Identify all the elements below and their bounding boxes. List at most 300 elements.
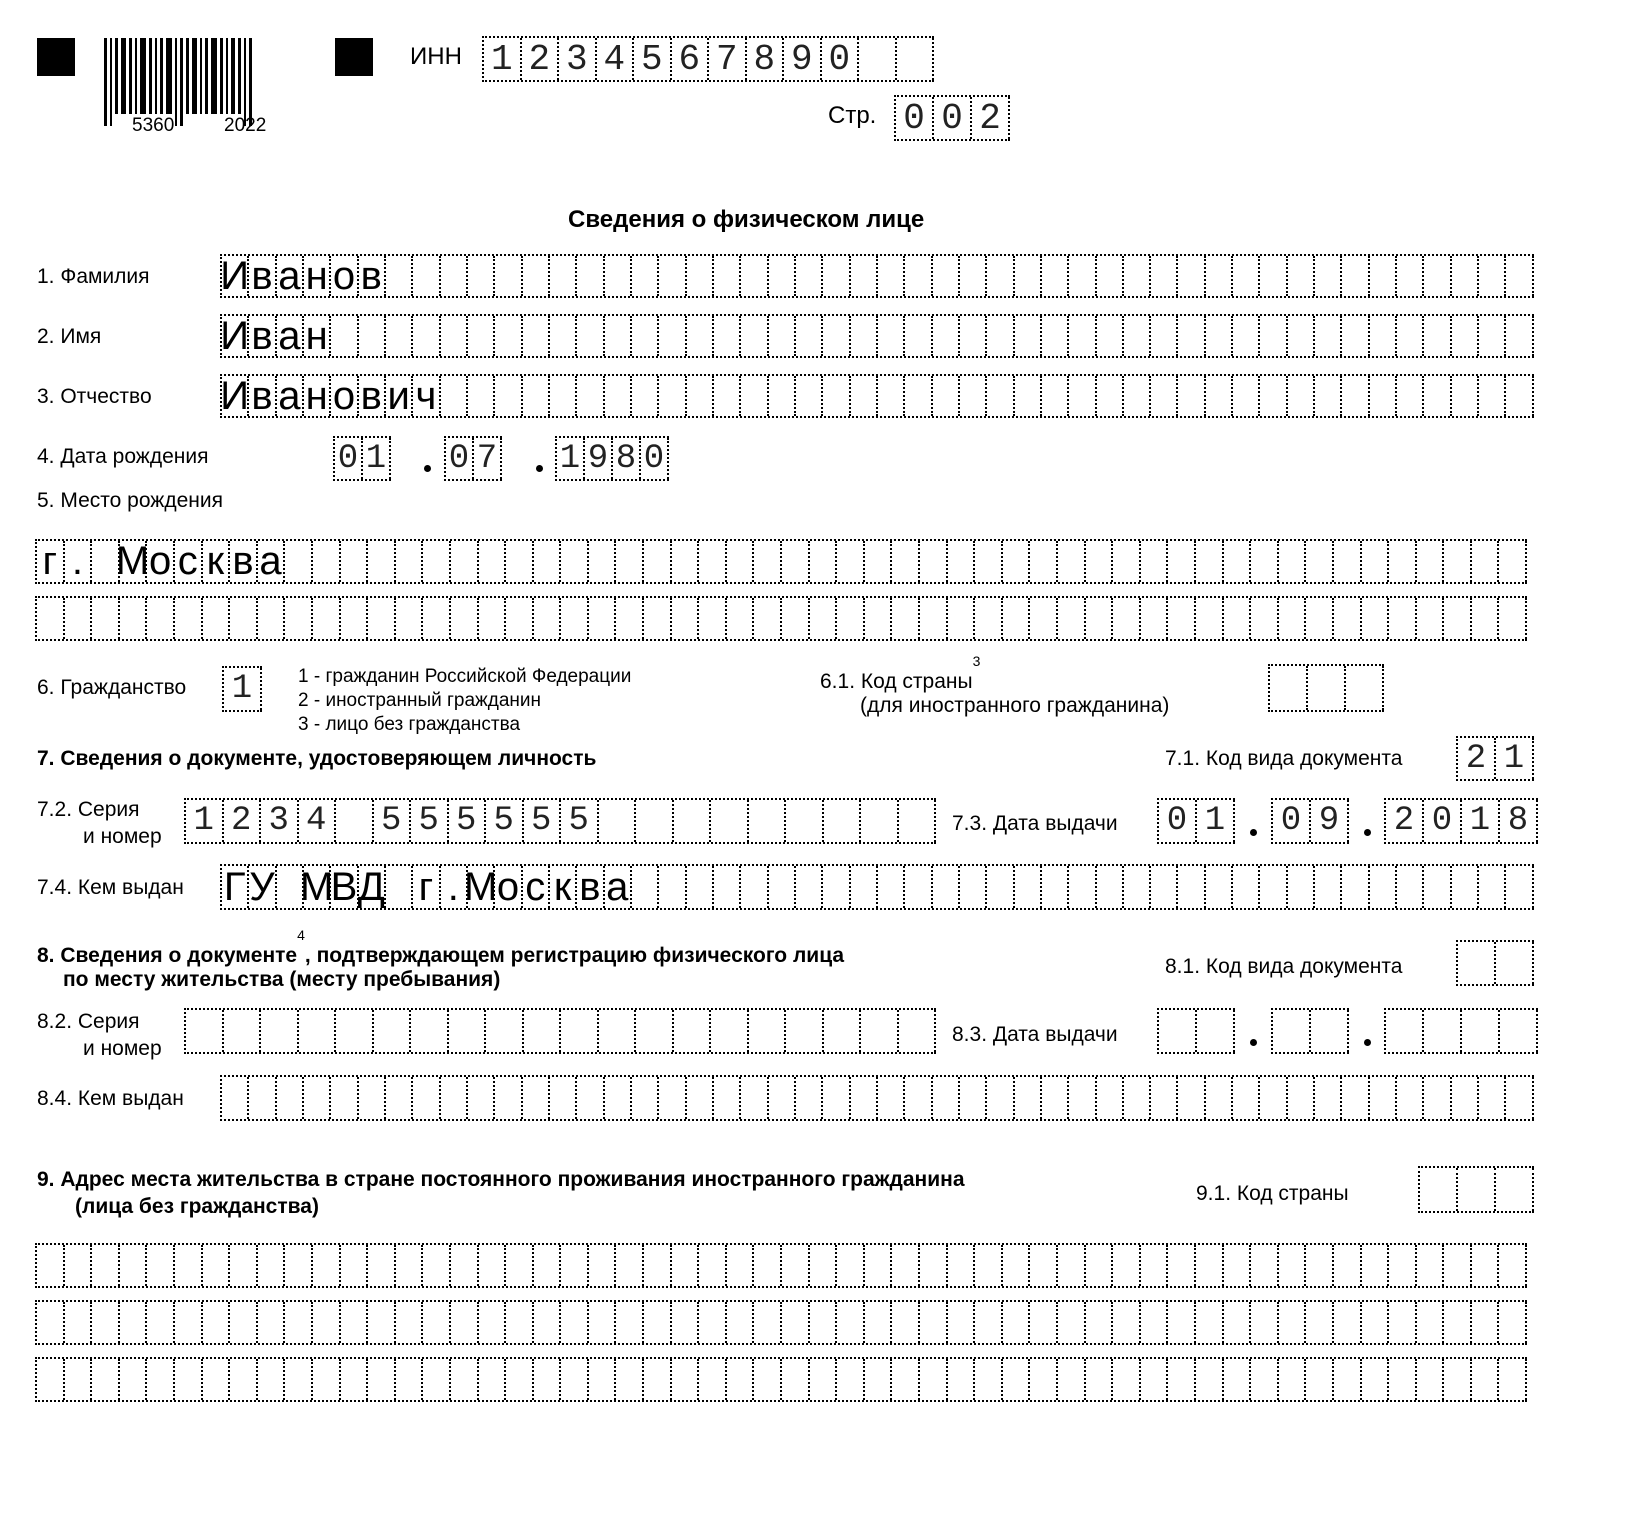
barcode (104, 38, 255, 118)
char-cell (782, 1245, 810, 1286)
char-cell (865, 1359, 893, 1400)
char-cell (230, 1245, 258, 1286)
char-cell (1452, 316, 1479, 356)
char-cell (796, 376, 823, 416)
char-cell (1151, 316, 1178, 356)
char-cell (769, 316, 796, 356)
char-cell (644, 1302, 672, 1343)
char-cell (331, 316, 358, 356)
char-cell (1424, 376, 1451, 416)
char-cell (1496, 942, 1534, 984)
char-cell (561, 541, 589, 582)
char-cell: с (175, 541, 203, 582)
char-cell (1346, 666, 1384, 710)
char-cell (1500, 1010, 1538, 1052)
char-cell (699, 1302, 727, 1343)
char-cell (1397, 866, 1424, 908)
char-cell (313, 1359, 341, 1400)
char-cell: . (65, 541, 93, 582)
char-cell (1472, 1359, 1500, 1400)
char-cell: о (331, 256, 358, 296)
name-field[interactable] (220, 314, 1534, 358)
date-separator-dot (1250, 1039, 1257, 1046)
char-cell (203, 1359, 231, 1400)
char-cell (865, 1302, 893, 1343)
char-cell: 0 (896, 97, 934, 139)
char-cell: 9 (1311, 800, 1349, 842)
char-cell (413, 1077, 440, 1119)
country-code-field[interactable] (1268, 664, 1384, 712)
char-cell (1151, 376, 1178, 416)
char-cell (837, 1245, 865, 1286)
char-cell (933, 376, 960, 416)
citizenship-option-2: 2 - иностранный гражданин (298, 690, 542, 711)
birth-day-field[interactable] (333, 436, 391, 481)
char-cell (1042, 256, 1069, 296)
char-cell (534, 1359, 562, 1400)
char-cell (341, 1359, 369, 1400)
char-cell (1424, 256, 1451, 296)
char-cell (451, 1359, 479, 1400)
char-cell (550, 376, 577, 416)
char-cell (1389, 1359, 1417, 1400)
char-cell (899, 800, 937, 842)
char-cell (644, 1359, 672, 1400)
char-cell (1224, 598, 1252, 639)
char-cell (920, 1245, 948, 1286)
char-cell: 2 (972, 97, 1010, 139)
char-cell (1196, 1245, 1224, 1286)
char-cell (1288, 866, 1315, 908)
issued-by-field[interactable] (220, 864, 1534, 910)
char-cell: 1 (363, 438, 391, 479)
char-cell (644, 1245, 672, 1286)
barcode-bar (121, 38, 126, 114)
barcode-bar (180, 38, 183, 126)
char-cell (632, 866, 659, 908)
barcode-bar (226, 38, 228, 114)
char-cell (605, 1077, 632, 1119)
char-cell: г (413, 866, 440, 908)
char-cell (616, 1359, 644, 1400)
char-cell: 6 (672, 38, 710, 80)
char-cell (687, 376, 714, 416)
char-cell: У (249, 864, 275, 909)
char-cell (987, 1077, 1014, 1119)
char-cell: 9 (784, 38, 822, 80)
char-cell: 8 (1500, 800, 1538, 842)
char-cell (1462, 1010, 1500, 1052)
char-cell (1058, 541, 1086, 582)
char-cell (1362, 1302, 1390, 1343)
char-cell (1168, 541, 1196, 582)
char-cell (1097, 376, 1124, 416)
char-cell (1424, 1077, 1451, 1119)
char-cell (687, 1077, 714, 1119)
char-cell (865, 1245, 893, 1286)
char-cell (659, 256, 686, 296)
char-cell (616, 1245, 644, 1286)
char-cell (1506, 316, 1533, 356)
char-cell: в (230, 541, 258, 582)
char-cell (1479, 866, 1506, 908)
barcode-bar (110, 38, 112, 126)
char-cell (892, 541, 920, 582)
char-cell (203, 1245, 231, 1286)
char-cell (175, 1359, 203, 1400)
char-cell (1311, 1010, 1349, 1052)
char-cell (506, 1359, 534, 1400)
foreign-country-code-field[interactable] (1418, 1166, 1534, 1213)
char-cell (672, 598, 700, 639)
char-cell (1233, 256, 1260, 296)
char-cell (468, 316, 495, 356)
doc-code-field[interactable] (1456, 736, 1534, 781)
reg-doc-code-label: 8.1. Код вида документа (1165, 955, 1403, 978)
char-cell (1370, 376, 1397, 416)
birth-year-field[interactable] (555, 436, 669, 481)
char-cell (1058, 1302, 1086, 1343)
barcode-number-1: 5360 (132, 115, 175, 136)
char-cell (727, 1302, 755, 1343)
char-cell (659, 1077, 686, 1119)
char-cell (413, 256, 440, 296)
char-cell (632, 376, 659, 416)
char-cell (1420, 1168, 1458, 1211)
char-cell: . (441, 866, 468, 908)
char-cell (230, 1359, 258, 1400)
char-cell (479, 1359, 507, 1400)
char-cell (659, 866, 686, 908)
char-cell (1397, 316, 1424, 356)
char-cell (304, 1077, 331, 1119)
issue-year-field[interactable] (1384, 798, 1538, 844)
char-cell (1113, 541, 1141, 582)
reg-series-label-2: и номер (83, 1037, 162, 1060)
char-cell (824, 1010, 862, 1052)
patronymic-field[interactable] (220, 374, 1534, 418)
char-cell (892, 1245, 920, 1286)
char-cell (796, 256, 823, 296)
char-cell (1315, 1077, 1342, 1119)
char-cell (1069, 316, 1096, 356)
char-cell (810, 598, 838, 639)
char-cell (1308, 666, 1346, 710)
char-cell (1196, 1359, 1224, 1400)
series-label: 7.2. Серия (37, 798, 140, 821)
char-cell (336, 800, 374, 842)
char-cell (1097, 256, 1124, 296)
char-cell: а (258, 541, 286, 582)
char-cell: 3 (559, 38, 597, 80)
char-cell: 3 (261, 800, 299, 842)
char-cell (632, 1077, 659, 1119)
char-cell (810, 1245, 838, 1286)
char-cell (714, 866, 741, 908)
char-cell (727, 541, 755, 582)
char-cell (769, 1077, 796, 1119)
char-cell (1479, 1077, 1506, 1119)
char-cell (754, 598, 782, 639)
birth-place-field-line-2[interactable] (35, 596, 1527, 641)
char-cell (1444, 1245, 1472, 1286)
char-cell (714, 1077, 741, 1119)
char-cell: о (147, 541, 175, 582)
char-cell: 1 (1462, 800, 1500, 842)
issue-day-field[interactable] (1157, 798, 1235, 844)
char-cell: 5 (411, 800, 449, 842)
char-cell (423, 541, 451, 582)
char-cell (1389, 541, 1417, 582)
char-cell (1124, 316, 1151, 356)
char-cell (313, 598, 341, 639)
char-cell (413, 316, 440, 356)
char-cell (1003, 1302, 1031, 1343)
char-cell: в (249, 376, 276, 416)
char-cell (577, 376, 604, 416)
barcode-bar (192, 38, 197, 114)
char-cell: 0 (335, 438, 363, 479)
barcode-bar (155, 38, 157, 114)
char-cell: к (550, 866, 577, 908)
reg-issue-month-field[interactable] (1271, 1008, 1349, 1054)
char-cell (368, 541, 396, 582)
char-cell (1458, 942, 1496, 984)
char-cell (960, 256, 987, 296)
char-cell (823, 1077, 850, 1119)
char-cell (687, 866, 714, 908)
registration-marker-left (37, 38, 75, 76)
char-cell: И (220, 373, 250, 418)
char-cell (714, 376, 741, 416)
char-cell (1178, 1077, 1205, 1119)
char-cell (589, 1302, 617, 1343)
char-cell: М (463, 864, 498, 909)
char-cell: 7 (709, 38, 747, 80)
char-cell (1030, 1359, 1058, 1400)
char-cell (479, 1245, 507, 1286)
char-cell (636, 800, 674, 842)
char-cell (495, 316, 522, 356)
char-cell (479, 541, 507, 582)
char-cell (1151, 866, 1178, 908)
char-cell (1370, 256, 1397, 296)
char-cell (1113, 1302, 1141, 1343)
char-cell: 5 (486, 800, 524, 842)
char-cell (837, 1302, 865, 1343)
char-cell (1141, 541, 1169, 582)
char-cell (727, 598, 755, 639)
char-cell (65, 598, 93, 639)
char-cell (1362, 598, 1390, 639)
char-cell (37, 598, 65, 639)
char-cell (506, 1245, 534, 1286)
char-cell (396, 1359, 424, 1400)
char-cell (1342, 316, 1369, 356)
char-cell (1424, 316, 1451, 356)
char-cell (1197, 1010, 1235, 1052)
series-number-field[interactable] (184, 798, 936, 844)
char-cell (396, 598, 424, 639)
char-cell: 0 (1273, 800, 1311, 842)
char-cell (672, 1245, 700, 1286)
char-cell (786, 1010, 824, 1052)
citizenship-field[interactable] (222, 666, 262, 712)
char-cell (905, 376, 932, 416)
reg-series-number-field[interactable] (184, 1008, 936, 1054)
char-cell (1417, 598, 1445, 639)
char-cell (1224, 541, 1252, 582)
char-cell: г (37, 541, 65, 582)
char-cell (589, 541, 617, 582)
date-separator-dot (424, 465, 431, 472)
char-cell (1315, 256, 1342, 296)
char-cell (1288, 1077, 1315, 1119)
char-cell (386, 1077, 413, 1119)
char-cell (948, 1302, 976, 1343)
char-cell (960, 316, 987, 356)
char-cell (933, 1077, 960, 1119)
char-cell (1452, 1077, 1479, 1119)
char-cell (1506, 256, 1533, 296)
char-cell (222, 1077, 249, 1119)
char-cell (1233, 866, 1260, 908)
char-cell (727, 1359, 755, 1400)
char-cell (285, 598, 313, 639)
char-cell (1260, 256, 1287, 296)
country-code-label: 6.1. Код страны$^3$ (820, 653, 981, 693)
foreign-address-line-3[interactable] (35, 1357, 1527, 1402)
char-cell (1251, 1245, 1279, 1286)
char-cell (1113, 1359, 1141, 1400)
char-cell (561, 1245, 589, 1286)
char-cell (524, 1010, 562, 1052)
char-cell: 0 (822, 38, 860, 80)
char-cell (449, 1010, 487, 1052)
char-cell (1097, 316, 1124, 356)
char-cell (1334, 541, 1362, 582)
char-cell (224, 1010, 262, 1052)
surname-field[interactable] (220, 254, 1534, 298)
char-cell: 2 (1386, 800, 1424, 842)
char-cell (451, 1245, 479, 1286)
barcode-bar (220, 38, 223, 114)
char-cell (1397, 376, 1424, 416)
char-cell (674, 1010, 712, 1052)
char-cell (386, 316, 413, 356)
char-cell (636, 1010, 674, 1052)
char-cell (441, 256, 468, 296)
char-cell (1306, 1359, 1334, 1400)
char-cell (534, 1302, 562, 1343)
char-cell (861, 800, 899, 842)
section-8-title-2: по месту жительства (месту пребывания) (63, 968, 501, 991)
barcode-bar (238, 38, 241, 114)
char-cell (727, 1245, 755, 1286)
char-cell (796, 1077, 823, 1119)
birth-place-field-line-1[interactable] (35, 539, 1527, 584)
issue-month-field[interactable] (1271, 798, 1349, 844)
char-cell (1042, 376, 1069, 416)
char-cell: н (304, 256, 331, 296)
birth-place-label: 5. Место рождения (37, 489, 223, 512)
char-cell (230, 598, 258, 639)
char-cell: в (249, 316, 276, 356)
barcode-bar (211, 38, 217, 114)
char-cell (769, 376, 796, 416)
char-cell: 5 (634, 38, 672, 80)
inn-field[interactable] (482, 36, 934, 82)
char-cell (1362, 541, 1390, 582)
char-cell (960, 376, 987, 416)
char-cell (1334, 598, 1362, 639)
char-cell: 4 (299, 800, 337, 842)
char-cell (699, 1359, 727, 1400)
char-cell (987, 866, 1014, 908)
char-cell (659, 316, 686, 356)
char-cell (1042, 866, 1069, 908)
char-cell (741, 316, 768, 356)
char-cell (550, 256, 577, 296)
char-cell: В (330, 864, 358, 909)
char-cell (1417, 1302, 1445, 1343)
char-cell (285, 1359, 313, 1400)
char-cell: 7 (474, 438, 502, 479)
reg-issue-year-field[interactable] (1384, 1008, 1538, 1054)
char-cell: 5 (561, 800, 599, 842)
char-cell (987, 316, 1014, 356)
reg-issued-by-field[interactable] (220, 1075, 1534, 1121)
reg-doc-code-field[interactable] (1456, 940, 1534, 986)
char-cell (933, 866, 960, 908)
char-cell (441, 376, 468, 416)
char-cell (632, 256, 659, 296)
foreign-address-line-1[interactable] (35, 1243, 1527, 1288)
char-cell (782, 1359, 810, 1400)
char-cell (1315, 316, 1342, 356)
char-cell (230, 1302, 258, 1343)
char-cell: н (304, 376, 331, 416)
char-cell (92, 598, 120, 639)
char-cell (1196, 598, 1224, 639)
char-cell (1288, 376, 1315, 416)
char-cell: 8 (747, 38, 785, 80)
char-cell (37, 1302, 65, 1343)
char-cell: И (220, 313, 250, 358)
char-cell (523, 256, 550, 296)
char-cell (1015, 866, 1042, 908)
char-cell (1151, 256, 1178, 296)
foreign-address-line-2[interactable] (35, 1300, 1527, 1345)
birth-month-field[interactable] (444, 436, 502, 481)
char-cell: о (495, 866, 522, 908)
page-number-field[interactable] (894, 95, 1010, 141)
char-cell: а (605, 866, 632, 908)
char-cell (1424, 866, 1451, 908)
char-cell (741, 256, 768, 296)
reg-issue-day-field[interactable] (1157, 1008, 1235, 1054)
char-cell (1472, 598, 1500, 639)
char-cell (714, 316, 741, 356)
char-cell (1452, 256, 1479, 296)
barcode-bar (249, 38, 252, 126)
char-cell (1086, 598, 1114, 639)
char-cell (1362, 1359, 1390, 1400)
char-cell (1206, 256, 1233, 296)
char-cell (1196, 541, 1224, 582)
char-cell (1168, 1245, 1196, 1286)
char-cell (147, 598, 175, 639)
